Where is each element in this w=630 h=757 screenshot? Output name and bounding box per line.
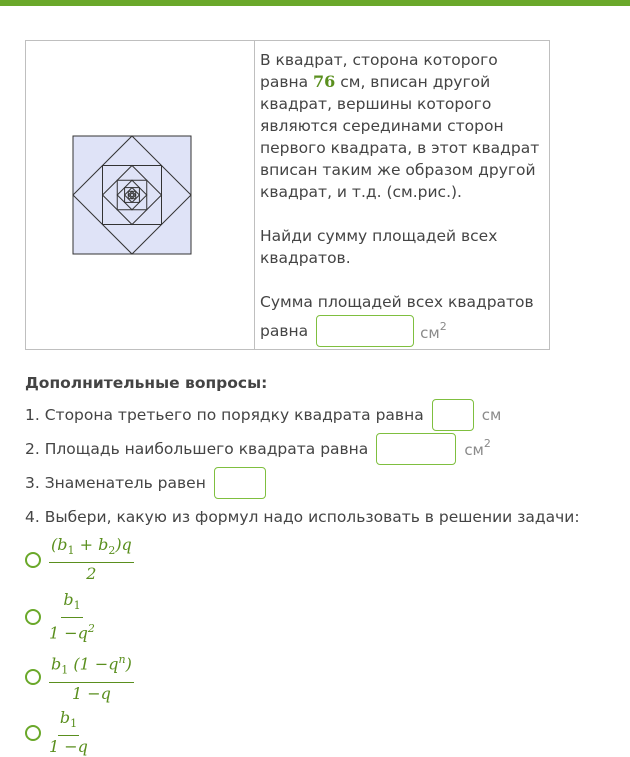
q2-unit-exp: 2 (483, 437, 491, 450)
problem-line: квадрат, и т.д. (см.рис.). (260, 183, 462, 201)
extra-questions (25, 374, 625, 534)
extra-heading: Дополнительные вопросы: (25, 374, 268, 392)
question-4 (25, 500, 625, 534)
problem-text (260, 49, 540, 347)
problem-line: первого квадрата, в этот квадрат (260, 139, 540, 157)
option-3-radio[interactable] (25, 669, 41, 685)
side-value: 76 (313, 72, 336, 91)
table-divider (254, 41, 255, 349)
q2-unit (464, 439, 491, 459)
question-1 (25, 398, 625, 432)
option-2[interactable] (25, 590, 95, 644)
option-1-radio[interactable] (25, 552, 41, 568)
problem-line: В квадрат, сторона которого (260, 51, 498, 69)
problem-line: равна (260, 73, 314, 91)
sum-unit (420, 318, 447, 344)
option-2-formula: $\frac{b_1}{1 -q^2}$ (49, 590, 95, 643)
option-4-radio[interactable] (25, 725, 41, 741)
task-line: квадратов. (260, 249, 351, 267)
option-1[interactable] (25, 535, 134, 584)
q4-text: 4. Выбери, какую из формул надо использовать в решении задачи: (25, 508, 580, 526)
sum-unit-exp: 2 (439, 320, 447, 333)
option-4[interactable] (25, 708, 88, 757)
q2-unit-base: см (464, 441, 484, 459)
sum-label: Сумма площадей всех квадратов (260, 293, 534, 311)
problem-line: вписан таким же образом другой (260, 161, 536, 179)
task-table (25, 40, 550, 350)
option-4-formula: $\frac{b_1}{1 -q}$ (49, 708, 88, 757)
q2-input[interactable] (376, 433, 456, 465)
problem-line: квадрат, вершины которого (260, 95, 492, 113)
sum-label-equals: равна (260, 322, 309, 340)
q1-text: 1. Сторона третьего по порядку квадрата равна (25, 406, 424, 424)
nested-squares-figure (72, 135, 192, 255)
problem-line: являются серединами сторон (260, 117, 504, 135)
q1-unit: см (481, 406, 502, 424)
top-accent-bar (0, 0, 630, 6)
q2-text: 2. Площадь наибольшего квадрата равна (25, 440, 369, 458)
option-1-formula: $\frac{(b_1 + b_2)q}{2}$ (51, 535, 132, 584)
option-2-radio[interactable] (25, 609, 41, 625)
option-3-formula: $\frac{b_1 (1 -q^n)}{1 -q}$ (49, 650, 134, 704)
sum-unit-base: см (420, 324, 440, 342)
question-2 (25, 432, 625, 466)
option-3[interactable] (25, 650, 134, 704)
q3-text: 3. Знаменатель равен (25, 474, 206, 492)
q3-input[interactable] (214, 467, 266, 499)
task-line: Найди сумму площадей всех (260, 227, 498, 245)
q1-input[interactable] (432, 399, 474, 431)
question-3 (25, 466, 625, 500)
problem-line: см, вписан другой (335, 73, 491, 91)
sum-answer-input[interactable] (316, 315, 414, 347)
